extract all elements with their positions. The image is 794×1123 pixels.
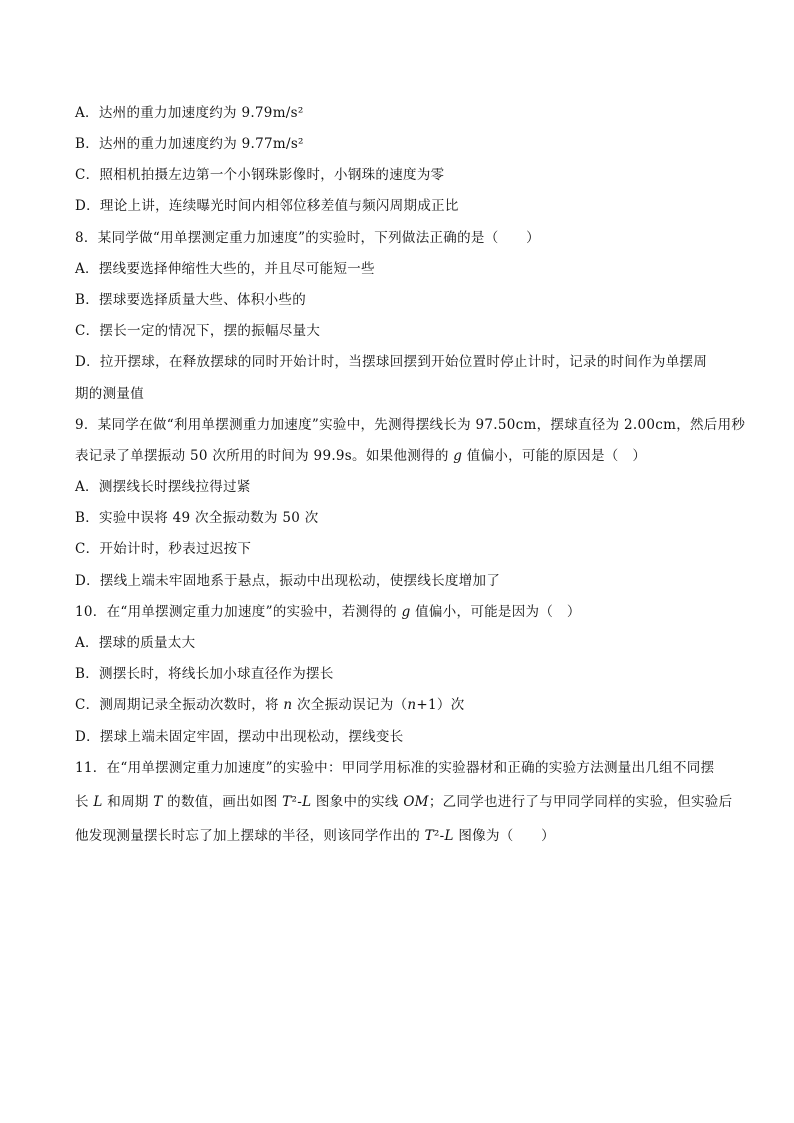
text: B．达州的重力加速度约为 9.77m/s² bbox=[75, 136, 304, 152]
question-10 bbox=[75, 602, 581, 622]
option-7b bbox=[75, 134, 304, 154]
text: 值偏小，可能的原因是（ ） bbox=[462, 448, 647, 464]
text: A．达州的重力加速度约为 9.79m/s² bbox=[75, 105, 304, 121]
variable-T: T bbox=[282, 794, 292, 810]
text: 和周期 bbox=[102, 794, 154, 810]
option-10a bbox=[75, 633, 195, 653]
variable-L: L bbox=[444, 828, 454, 844]
option-9d bbox=[75, 571, 500, 591]
text: 9．某同学在做“利用单摆测重力加速度”实验中，先测得摆线长为 97.50cm，摆球直径为 2.00cm，然后用秒 bbox=[75, 417, 746, 433]
text: 他发现测量摆长时忘了加上摆球的半径，则该同学作出的 bbox=[75, 828, 425, 844]
text: 10．在“用单摆测定重力加速度”的实验中，若测得的 bbox=[75, 604, 402, 620]
text: B．实验中误将 49 次全振动数为 50 次 bbox=[75, 510, 319, 526]
question-11-cont2 bbox=[75, 826, 555, 846]
text: ²- bbox=[291, 794, 303, 810]
text: C．照相机拍摄左边第一个小钢珠影像时，小钢珠的速度为零 bbox=[75, 167, 445, 183]
option-9c bbox=[75, 539, 251, 559]
option-10d bbox=[75, 727, 404, 747]
variable-n: n bbox=[283, 697, 293, 713]
option-9a bbox=[75, 477, 251, 497]
question-9-cont bbox=[75, 446, 646, 466]
variable-g: g bbox=[453, 448, 463, 464]
variable-T: T bbox=[424, 828, 434, 844]
text: D．摆线上端未牢固地系于悬点，振动中出现松动，使摆线长度增加了 bbox=[75, 573, 501, 589]
option-8c bbox=[75, 321, 320, 341]
text: A．摆线要选择伸缩性大些的，并且尽可能短一些 bbox=[75, 261, 375, 277]
text: 图象中的实线 bbox=[311, 794, 404, 810]
text: 11．在“用单摆测定重力加速度”的实验中：甲同学用标准的实验器材和正确的实验方法测量出几组不同摆 bbox=[75, 760, 715, 776]
option-8a bbox=[75, 259, 375, 279]
variable-T: T bbox=[153, 794, 163, 810]
text: ²- bbox=[433, 828, 445, 844]
text: A．摆球的质量太大 bbox=[75, 635, 196, 651]
text: 8．某同学做“用单摆测定重力加速度”的实验时，下列做法正确的是（ ） bbox=[75, 230, 540, 246]
option-8d-cont bbox=[75, 384, 144, 404]
option-10b bbox=[75, 664, 334, 684]
text: +1）次 bbox=[416, 697, 465, 713]
option-9b bbox=[75, 508, 319, 528]
option-7d bbox=[75, 196, 459, 216]
option-7a bbox=[75, 103, 304, 123]
text: 表记录了单摆振动 50 次所用的时间为 99.9s。如果他测得的 bbox=[75, 448, 454, 464]
question-11-cont bbox=[75, 792, 732, 812]
text: C．开始计时，秒表过迟按下 bbox=[75, 541, 252, 557]
text: D．拉开摆球，在释放摆球的同时开始计时，当摆球回摆到开始位置时停止计时，记录的时间作为单摆周 bbox=[75, 354, 708, 370]
question-8 bbox=[75, 228, 540, 248]
option-10c bbox=[75, 695, 465, 715]
variable-L: L bbox=[302, 794, 312, 810]
question-9 bbox=[75, 415, 745, 435]
text: D．理论上讲，连续曝光时间内相邻位移差值与频闪周期成正比 bbox=[75, 198, 459, 214]
text: 长 bbox=[75, 794, 94, 810]
text: D．摆球上端未固定牢固，摆动中出现松动，摆线变长 bbox=[75, 729, 404, 745]
option-7c bbox=[75, 165, 444, 185]
option-8d bbox=[75, 352, 707, 372]
variable-OM: OM bbox=[403, 794, 429, 810]
variable-g: g bbox=[401, 604, 411, 620]
question-11 bbox=[75, 758, 714, 778]
text: 图像为（ ） bbox=[453, 828, 555, 844]
variable-n: n bbox=[407, 697, 417, 713]
variable-L: L bbox=[93, 794, 103, 810]
text: C．测周期记录全振动次数时，将 bbox=[75, 697, 284, 713]
text: B．摆球要选择质量大些、体积小些的 bbox=[75, 292, 307, 308]
text: ；乙同学也进行了与甲同学同样的实验，但实验后 bbox=[428, 794, 733, 810]
text: B．测摆长时，将线长加小球直径作为摆长 bbox=[75, 666, 334, 682]
text: 次全振动误记为（ bbox=[292, 697, 408, 713]
text: 值偏小，可能是因为（ ） bbox=[410, 604, 581, 620]
text: C．摆长一定的情况下，摆的振幅尽量大 bbox=[75, 323, 321, 339]
text: 的数值，画出如图 bbox=[162, 794, 283, 810]
text: A．测摆线长时摆线拉得过紧 bbox=[75, 479, 251, 495]
text: 期的测量值 bbox=[75, 386, 144, 402]
option-8b bbox=[75, 290, 306, 310]
